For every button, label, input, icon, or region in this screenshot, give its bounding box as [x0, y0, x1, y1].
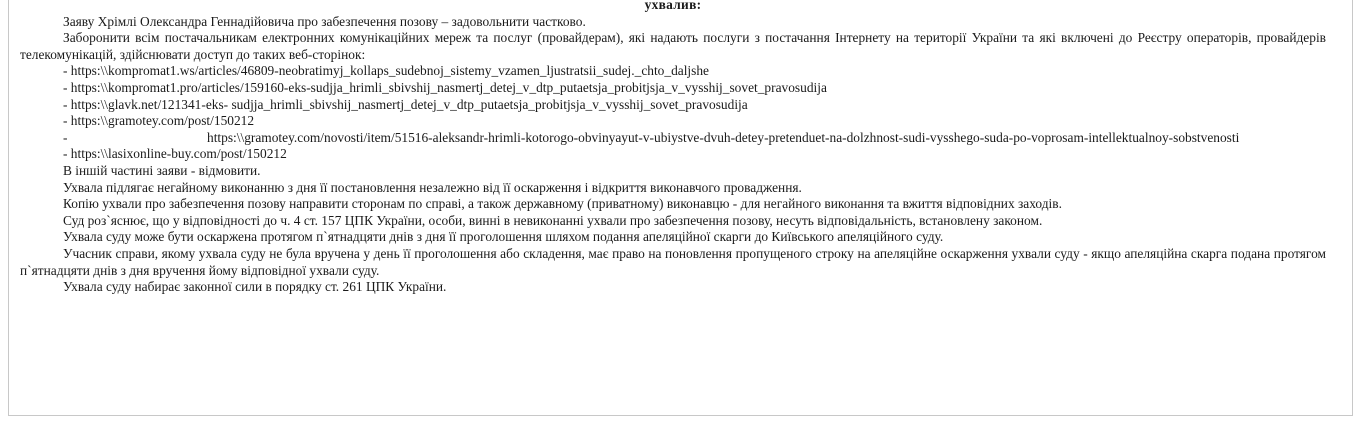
paragraph-rest-denied: В іншій частині заяви - відмовити.	[63, 162, 261, 178]
document-frame	[8, 0, 1353, 416]
blocked-url-6: - https:\\lasixonline-buy.com/post/150212	[63, 146, 287, 162]
paragraph-partial-grant: Заяву Хрімлі Олександра Геннадійовича про забезпечення позову – задовольнити частково.	[63, 13, 586, 29]
paragraph-immediate-execution: Ухвала підлягає негайному виконанню з дня її постановлення незалежно від її оскарження і відкриття виконавчого провадження.	[63, 179, 802, 195]
paragraph-appeal-renewal: Учасник справи, якому ухвала суду не була вручена у день її проголошення або складення, має право на поновлення пропущеного строку на апеляційне оскарження ухвали суду - якщо апеляційна скарга подана протягом п`ятнадцяти днів з дня вручення йому відповідної ухвали суду.	[20, 245, 1326, 278]
blocked-url-5-dash: -	[63, 129, 68, 145]
ruling-heading: ухвалив:	[644, 0, 702, 12]
blocked-url-2: - https:\\kompromat1.pro/articles/159160-eks-sudjja_hrimli_sbivshij_nasmertj_detej_v_dtp_putaetsja_probitjsja_v_vysshij_sovet_pravosudija	[63, 79, 827, 95]
blocked-url-4: - https:\\gramotey.com/post/150212	[63, 113, 255, 129]
blocked-url-5-text: https:\\gramotey.com/novosti/item/51516-aleksandr-hrimli-kotorogo-obvinyayut-v-ubiystve-dvuh-detey-pretenduet-na-dolzhnost-sudi-vysshego-suda-po-voprosam-intellektualnoy-sobstvenosti	[207, 129, 1240, 145]
document-body	[20, 0, 1326, 296]
paragraph-appeal: Ухвала суду може бути оскаржена протягом п`ятнадцяти днів з дня її проголошення шляхом подання апеляційної скарги до Київського апеляційного суду.	[63, 229, 944, 245]
paragraph-copy-sent: Копію ухвали про забезпечення позову направити сторонам по справі, а також державному (приватному) виконавцю - для негайного виконання та вжиття відповідних заходів.	[63, 196, 1062, 212]
paragraph-liability: Суд роз`яснює, що у відповідності до ч. 4 ст. 157 ЦПК України, особи, винні в невиконанні ухвали про забезпечення позову, несуть відповідальність, встановлену законом.	[63, 212, 1043, 228]
blocked-url-5	[20, 130, 1326, 147]
blocked-url-3: - https:\\glavk.net/121341-eks- sudjja_hrimli_sbivshij_nasmertj_detej_v_dtp_putaetsja_probitjsja_v_vysshij_sovet_pravosudija	[63, 96, 748, 112]
blocked-url-1: - https:\\kompromat1.ws/articles/46809-neobratimyj_kollaps_sudebnoj_sistemy_vzamen_ljustratsii_sudej._chto_daljshe	[63, 63, 710, 79]
paragraph-legal-force: Ухвала суду набирає законної сили в порядку ст. 261 ЦПК України.	[63, 279, 447, 295]
paragraph-prohibition: Заборонити всім постачальникам електронних комунікаційних мереж та послуг (провайдерам), які надають послуги з постачання Інтернету на території України та які включені до Реєстру операторів, провайдерів телекомунікацій, здійснювати доступ до таких веб-сторінок:	[20, 30, 1326, 62]
